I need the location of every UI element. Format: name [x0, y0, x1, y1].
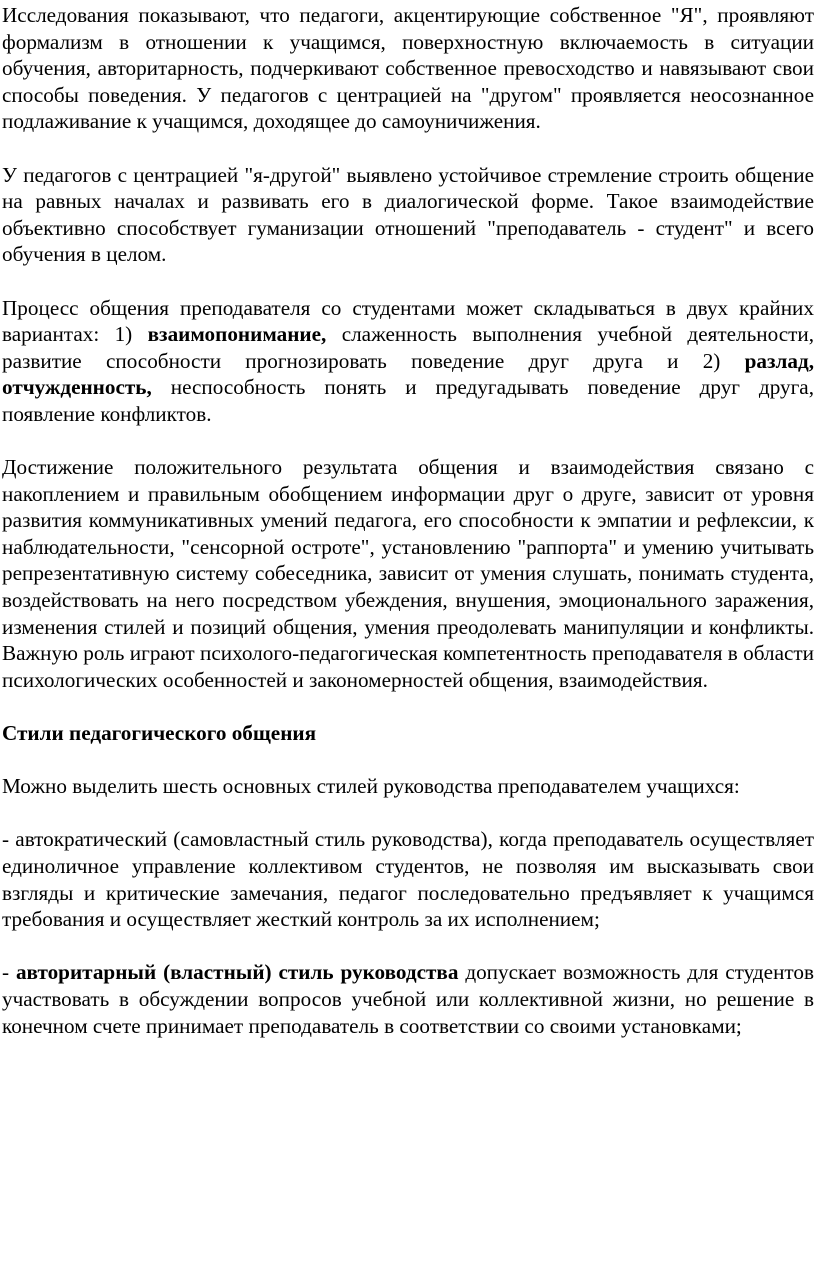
paragraph-authoritarian-style	[2, 959, 814, 1039]
paragraph-self-centered-teachers: Исследования показывают, что педагоги, акцентирующие собственное "Я", проявляют формализм в отношении к учащимся, поверхностную включаемость в ситуации обучения, авторитарность, подчеркивают собственное превосходство и навязывают свои способы поведения. У педагогов с центрацией на "другом" проявляется неосознанное подлаживание к учащимся, доходящее до самоуничижения.	[2, 3, 814, 134]
paragraph-positive-result: Достижение положительного результата общения и взаимодействия связано с накоплением и правильным обобщением информации друг о друге, зависит от уровня развития коммуникативных умений педагога, его способности к эмпатии и рефлексии, к наблюдательности, "сенсорной остроте", установлению "раппорта" и умению учитывать репрезентативную систему собеседника, зависит от умения слушать, понимать студента, воздействовать на него посредством убеждения, внушения, эмоционального заражения, изменения стилей и позиций общения, умения преодолевать манипуляции и конфликты. Важную роль играют психолого-педагогическая компетентность преподавателя в области психологических особенностей и закономерностей общения, взаимодействия.	[2, 455, 814, 692]
bold-term-understanding: взаимопонимание,	[147, 322, 327, 347]
paragraph-dialogue-teachers: У педагогов с центрацией "я-другой" выявлено устойчивое стремление строить общение на равных началах и развивать его в диалогической форме. Такое взаимодействие объективно способствует гуманизации отношений "преподаватель - студент" и всего обучения в целом.	[2, 162, 814, 267]
bold-term-discord: разлад, отчужденность,	[2, 348, 814, 400]
bold-term-authoritarian: авторитарный (властный) стиль руководства	[15, 960, 459, 985]
text-run: допускает возможность для студентов участвовать в обсуждении вопросов учебной или коллективной жизни, но решение в конечном счете принимает преподаватель в соответствии со своими установками;	[2, 960, 814, 1038]
paragraph-autocratic-style: - автократический (самовластный стиль руководства), когда преподаватель осуществляет единоличное управление коллективом студентов, не позволяя им высказывать свои взгляды и критические замечания, педагог последовательно предъявляет к учащимся требования и осуществляет жесткий контроль за их исполнением;	[2, 827, 814, 932]
text-run: неспособность понять и предугадывать поведение друг друга, появление конфликтов.	[2, 375, 814, 426]
section-heading: Стили педагогического общения	[2, 721, 317, 746]
paragraph-six-styles-intro: Можно выделить шесть основных стилей руководства преподавателем учащихся:	[2, 774, 740, 799]
text-run: -	[2, 960, 16, 985]
text-run: Процесс общения преподавателя со студентами может складываться в двух крайних вариантах: 1)	[2, 295, 814, 347]
paragraph-communication-variants	[2, 295, 814, 428]
text-run: слаженность выполнения учебной деятельности, развитие способности прогнозировать поведение друг друга и 2)	[2, 322, 814, 373]
